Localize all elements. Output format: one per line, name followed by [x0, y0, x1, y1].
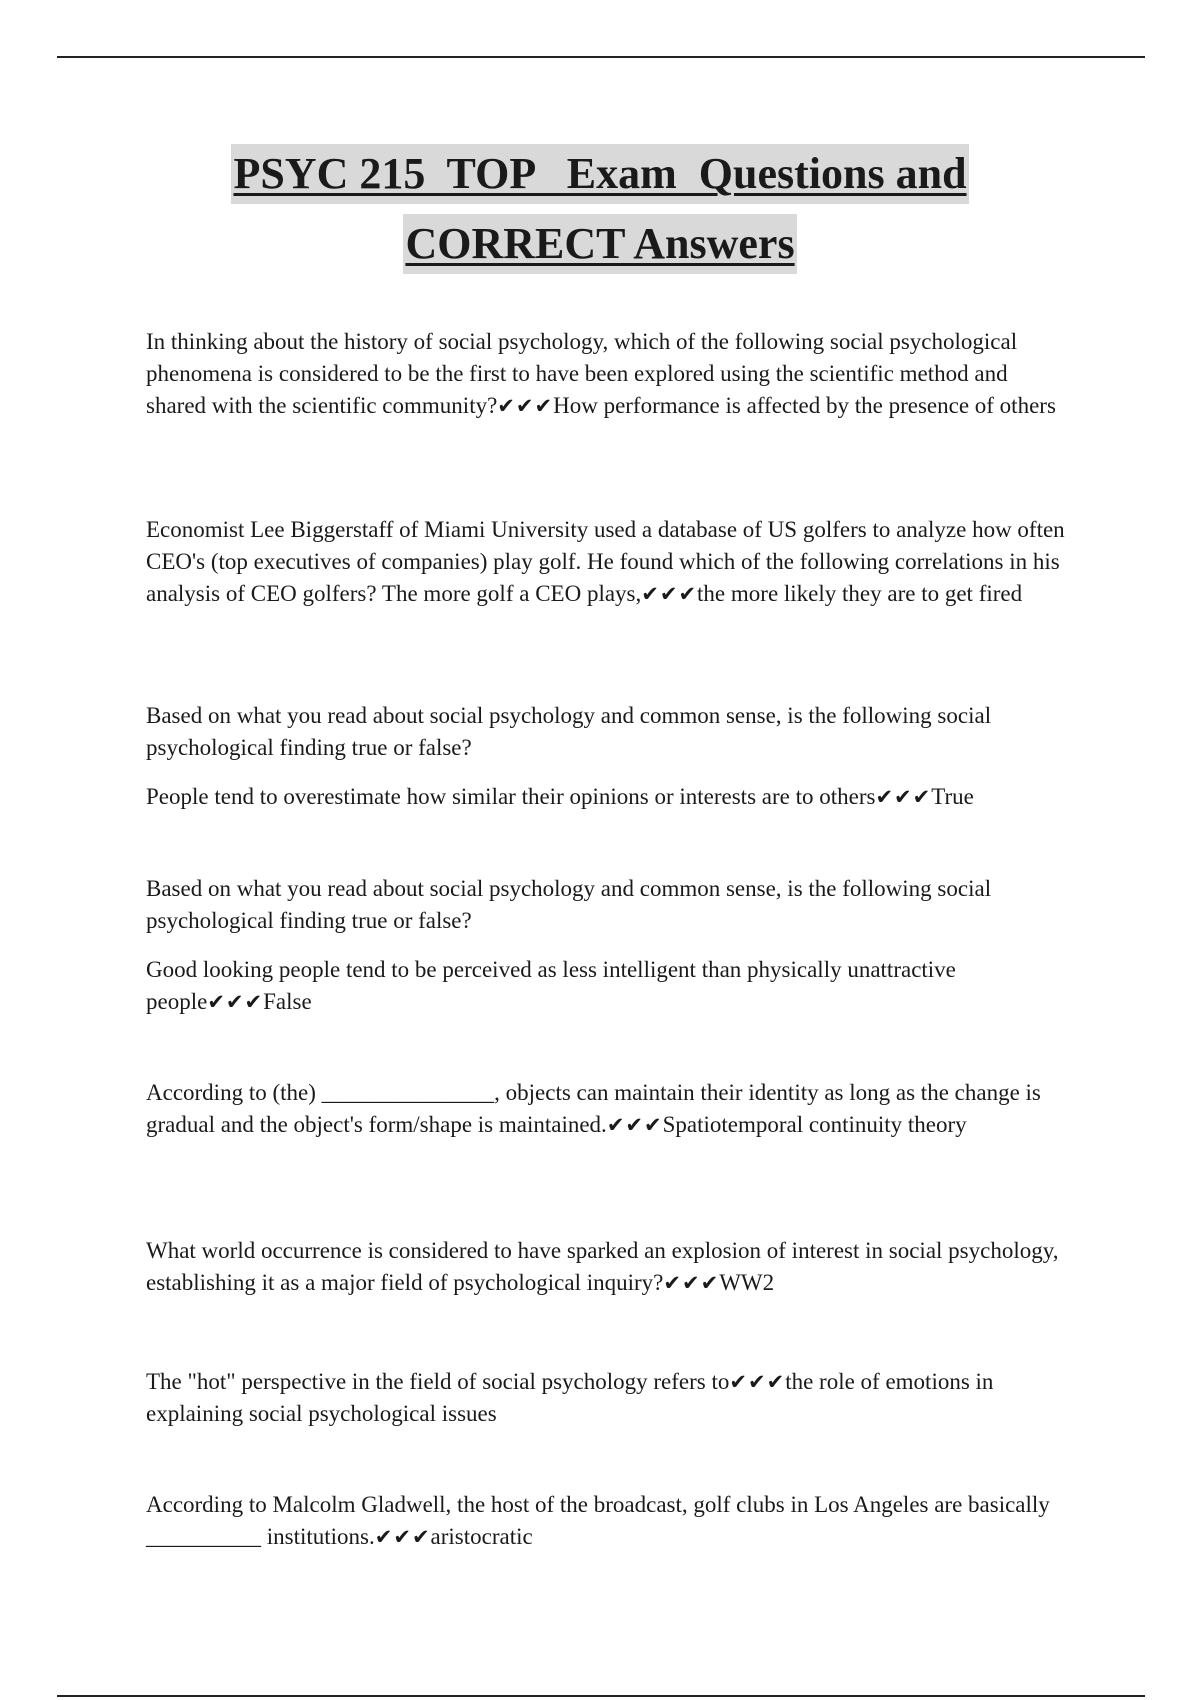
- qa-item-3: [146, 700, 1066, 813]
- answer-text: Spatiotemporal continuity theory: [662, 1112, 967, 1137]
- question-text: Based on what you read about social psychology and common sense, is the following social psychological finding true or false?: [146, 703, 992, 760]
- document-title: [100, 144, 1100, 284]
- question-text: Economist Lee Biggerstaff of Miami University used a database of US golfers to analyze how often CEO's (top executives of companies) play golf. He found which of the following correlations in his analysis of CEO golfers? The more golf a CEO plays,: [146, 517, 1065, 606]
- answer-text: False: [263, 989, 312, 1014]
- qa-item-6: [146, 1235, 1066, 1299]
- question-text: According to (the) _______________, objects can maintain their identity as long as the change is gradual and the object's form/shape is maintained.: [146, 1080, 1041, 1137]
- answer-text: the role of emotions in explaining social psychological issues: [146, 1369, 994, 1426]
- check-marks: ✔✔✔: [641, 582, 698, 606]
- footer-rule: [57, 1695, 1145, 1697]
- qa-item-7: [146, 1366, 1066, 1430]
- header-rule: [57, 56, 1145, 58]
- qa-item-5: [146, 1077, 1066, 1141]
- question-text: Based on what you read about social psychology and common sense, is the following social psychological finding true or false?: [146, 876, 992, 933]
- answer-text: True: [931, 784, 974, 809]
- qa-item-2: [146, 514, 1066, 610]
- answer-text: WW2: [719, 1270, 775, 1295]
- qa-item-1: [146, 326, 1066, 422]
- check-marks: ✔✔✔: [207, 990, 264, 1014]
- question-statement: Good looking people tend to be perceived as less intelligent than physically unattractive people: [146, 957, 956, 1014]
- check-marks: ✔✔✔: [606, 1113, 663, 1137]
- question-text: In thinking about the history of social psychology, which of the following social psychological phenomena is considered to be the first to have been explored using the scientific method and shared with the scientific community?: [146, 329, 1018, 418]
- title-line-1: PSYC 215 TOP Exam Questions and: [231, 144, 968, 204]
- qa-item-4: [146, 873, 1066, 1018]
- check-marks: ✔✔✔: [497, 394, 554, 418]
- check-marks: ✔✔✔: [729, 1370, 786, 1394]
- check-marks: ✔✔✔: [663, 1271, 720, 1295]
- answer-text: How performance is affected by the presence of others: [553, 393, 1056, 418]
- answer-text: the more likely they are to get fired: [697, 581, 1023, 606]
- check-marks: ✔✔✔: [875, 785, 932, 809]
- question-text: What world occurrence is considered to have sparked an explosion of interest in social psychology, establishing it as a major field of psychological inquiry?: [146, 1238, 1059, 1295]
- answer-text: aristocratic: [430, 1524, 533, 1549]
- qa-item-8: [146, 1489, 1066, 1553]
- question-statement: People tend to overestimate how similar their opinions or interests are to others: [146, 784, 876, 809]
- check-marks: ✔✔✔: [374, 1525, 431, 1549]
- question-text: According to Malcolm Gladwell, the host of the broadcast, golf clubs in Los Angeles are basically __________ institutions.: [146, 1492, 1050, 1549]
- title-line-2: CORRECT Answers: [403, 214, 796, 274]
- question-text: The "hot" perspective in the field of social psychology refers to: [146, 1369, 730, 1394]
